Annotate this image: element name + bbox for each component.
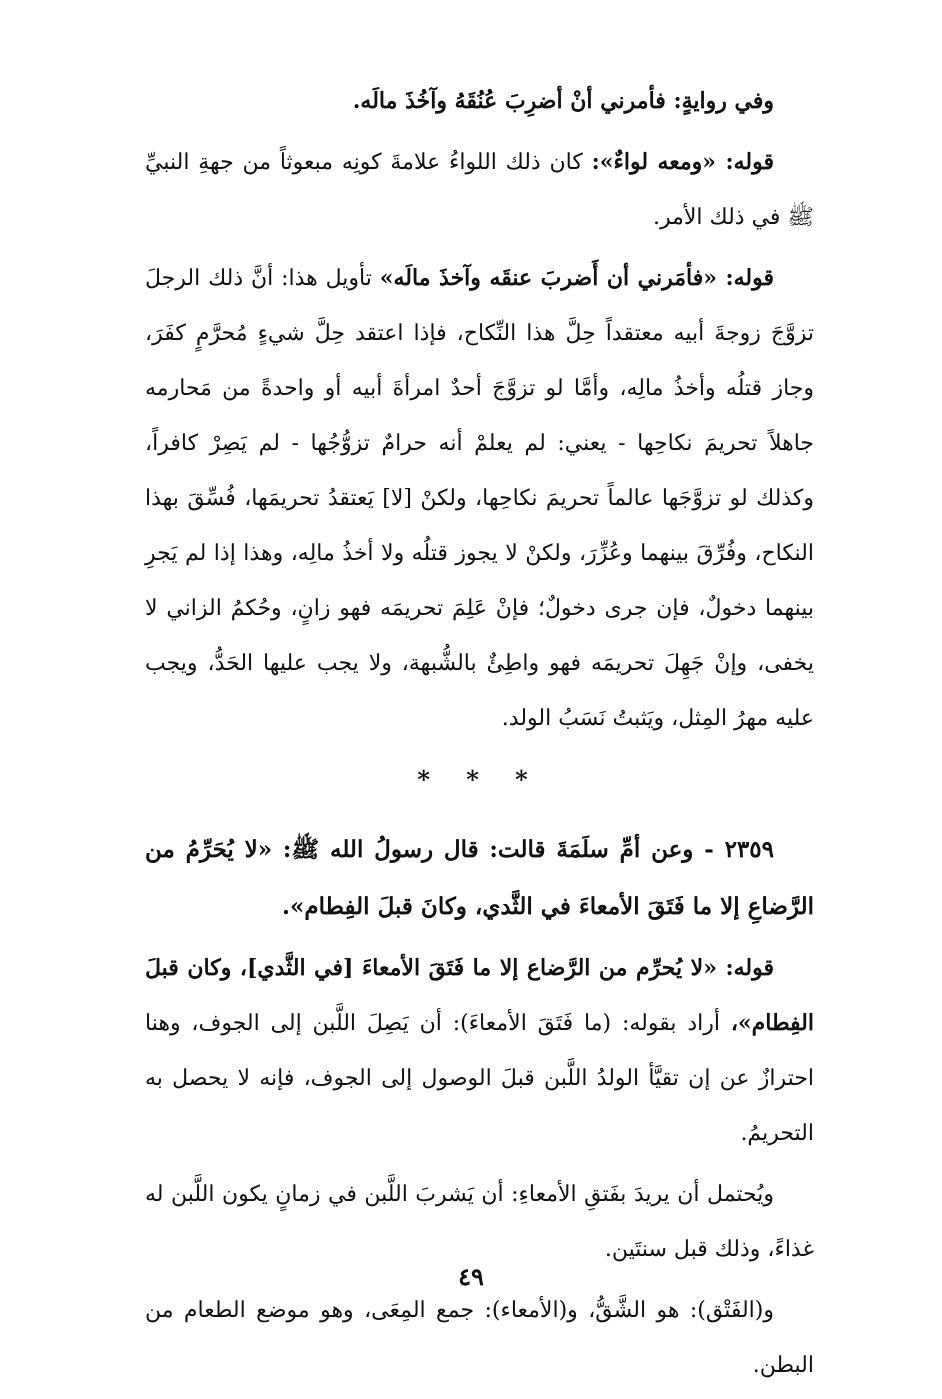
paragraph-lead: قوله: «فأمَرني أن أَضربَ عنقَه وآخذَ مالَه» <box>379 265 775 291</box>
paragraph-lead: قوله: «ومعه لواءٌ»: <box>591 149 774 175</box>
paragraph-lead: قوله: «لا يُحرِّم من الرَّضاع إلا ما فَتَقَ الأمعاءَ [في الثَّدي]، وكان قبلَ الفِطام»، <box>145 955 814 1036</box>
paragraph-tawil <box>145 251 814 746</box>
section-separator: * * * <box>417 765 542 794</box>
paragraph-fatq <box>145 941 814 1161</box>
paragraph-definition <box>145 1283 814 1393</box>
paragraph-text: وفي روايةٍ: فأمرني أنْ أضرِبَ عُنُقَهُ وآخُذَ مالَه. <box>352 88 774 114</box>
paragraph-text: أراد بقوله: (ما فَتَقَ الأمعاءَ): أن يَصِلَ اللَّبن إلى الجوف، وهنا احترازٌ عن إن تقيَّأ الولدُ اللَّبن قبلَ الوصول إلى الجوف، فإنه لا يحصل به التحريمُ. <box>145 1011 814 1146</box>
paragraph-text: ويُحتمل أن يريدَ بفَتقِ الأمعاءِ: أن يَشربَ اللَّبن في زمانٍ يكون اللَّبن له غذاءً، وذلك قبل سنتَين. <box>145 1182 814 1262</box>
paragraph-text: و(الفَتْق): هو الشَّقُّ، و(الأمعاء): جمع المِعَى، وهو موضع الطعام من البطن. <box>145 1298 814 1378</box>
page-body <box>145 74 814 1399</box>
paragraph-text: كان ذلك اللواءُ علامةَ كونِه مبعوثاً من جهةِ النبيِّ ﷺ في ذلك الأمر. <box>145 150 814 230</box>
paragraph-riwaya <box>145 74 814 129</box>
paragraph-liwa <box>145 135 814 245</box>
paragraph-yuhtamal <box>145 1167 814 1277</box>
page-number: ٤٩ <box>458 1262 484 1291</box>
paragraph-text: تأويل هذا: أنَّ ذلك الرجلَ تزوَّجَ زوجةَ أبيه معتقداً حِلَّ هذا النِّكاح، فإذا اعتقد حِلَّ شيءٍ مُحرَّمٍ كفَرَ، وجاز قتلُه وأخذُ مالِه، وأمَّا لو تزوَّجَ أحدٌ امرأةَ أبيه أو واحدةً من مَحارمه جاهلاً تحريمَ نكاحِها - يعني: لم يعلمْ أنه حرامٌ تزوُّجُها - لم يَصِرْ كافراً، وكذلك لو تزوَّجَها عالماً تحريمَ نكاحِها، ولكنْ [لا] يَعتقدُ تحريمَها، فُسِّقَ بهذا النكاح، وفُرِّقَ بينهما وعُزِّرَ، ولكنْ لا يجوز قتلُه ولا أخذُ مالِه، وهذا إذا لم يَجرِ بينهما دخولٌ، فإن جرى دخولٌ؛ فإنْ عَلِمَ تحريمَه فهو زانٍ، وحُكمُ الزاني لا يخفى، وإنْ جَهِلَ تحريمَه فهو واطِئٌ بالشُّبهة، ولا يجب عليها الحَدُّ، ويجب عليه مهرُ المِثل، ويَثبتُ نَسَبُ الولد. <box>145 266 814 731</box>
hadith-2359: ٢٣٥٩ - وعن أمِّ سلَمَةَ قالت: قال رسولُ الله ﷺ: «لا يُحَرِّمُ من الرَّضاعِ إلا ما فَتَقَ الأمعاءَ في الثَّدي، وكانَ قبلَ الفِطام». <box>145 836 814 920</box>
